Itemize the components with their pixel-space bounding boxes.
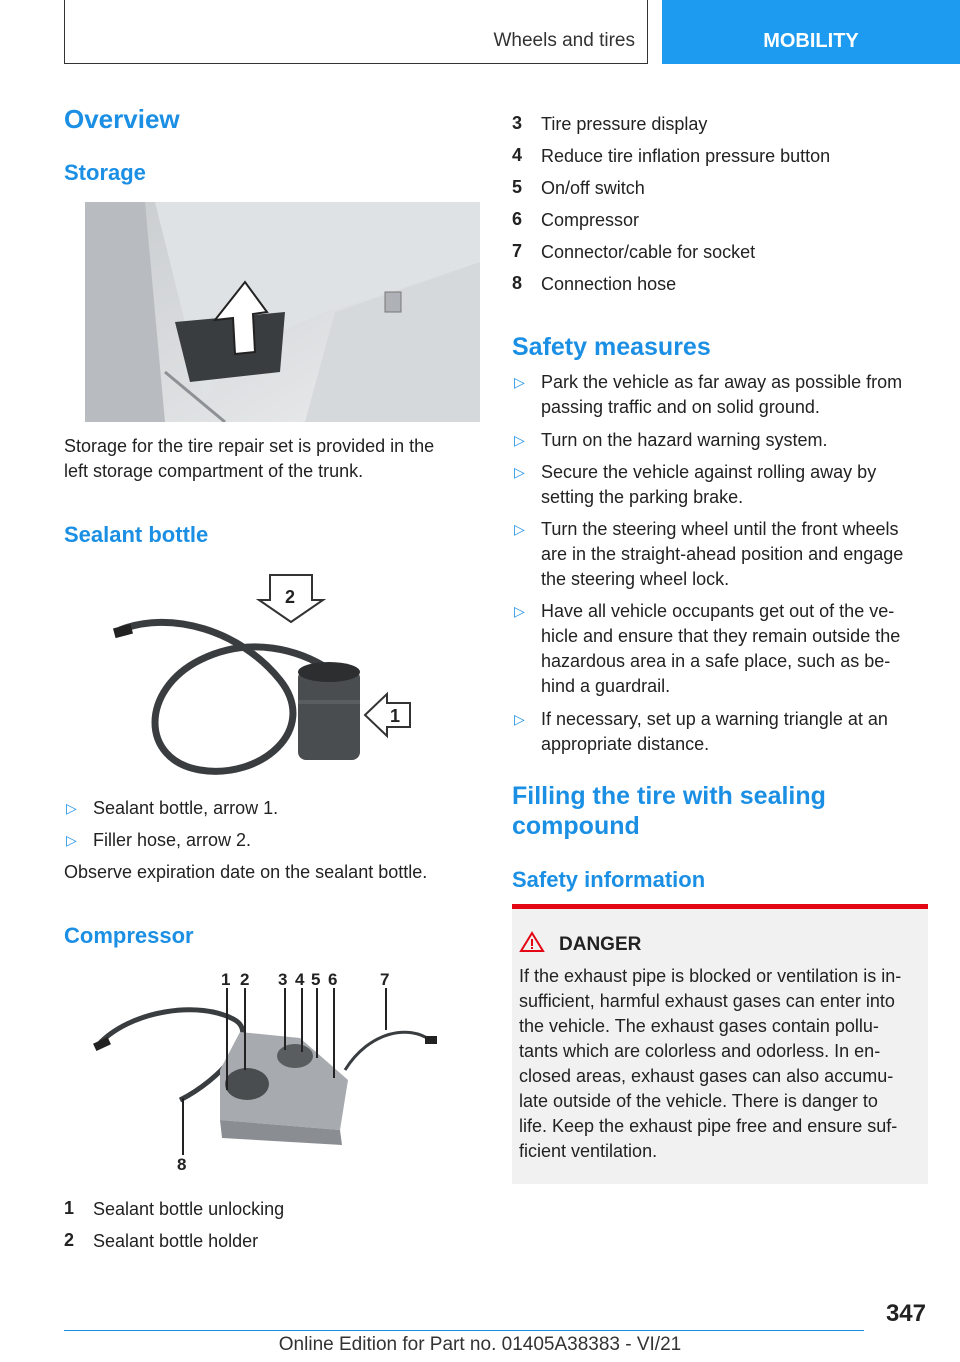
danger-line: late outside of the vehicle. There is danger to bbox=[519, 1091, 878, 1111]
item-number: 4 bbox=[512, 145, 523, 165]
fig-label-2: 2 bbox=[240, 970, 250, 989]
compressor-heading: Compressor bbox=[64, 923, 194, 948]
fig-label-5: 5 bbox=[311, 970, 321, 989]
item-number: 5 bbox=[512, 177, 523, 197]
item-number: 2 bbox=[64, 1230, 75, 1250]
safety-information-heading: Safety information bbox=[512, 867, 706, 892]
trunk-storage-image bbox=[85, 202, 480, 422]
fig-label-4: 4 bbox=[295, 970, 305, 989]
danger-label: DANGER bbox=[559, 934, 642, 955]
filling-heading-line-2: compound bbox=[512, 812, 640, 840]
sealant-bottle-heading: Sealant bottle bbox=[64, 522, 209, 547]
danger-line: sufficient, harmful exhaust gases can enter into bbox=[519, 991, 895, 1011]
safety-measures-heading: Safety measures bbox=[512, 333, 711, 361]
filling-heading-line-1: Filling the tire with sealing bbox=[512, 782, 826, 810]
storage-text-line-1: Storage for the tire repair set is provided in the bbox=[64, 436, 435, 456]
safety-line: are in the straight-ahead position and engage bbox=[541, 544, 904, 564]
safety-line: passing traffic and on solid ground. bbox=[541, 397, 820, 417]
storage-heading: Storage bbox=[64, 160, 146, 185]
safety-line: Park the vehicle as far away as possible from bbox=[541, 372, 903, 392]
figure-arrow-1-label: 1 bbox=[390, 706, 401, 726]
bullet-icon: ▷ bbox=[66, 832, 77, 848]
page-number: 347 bbox=[885, 1300, 926, 1327]
tab-mobility[interactable]: MOBILITY bbox=[662, 0, 960, 64]
bullet-icon: ▷ bbox=[514, 603, 525, 619]
sealant-bottle-image bbox=[110, 570, 420, 780]
safety-line: Secure the vehicle against rolling away by bbox=[541, 462, 877, 482]
bullet-icon: ▷ bbox=[514, 711, 525, 727]
danger-line: life. Keep the exhaust pipe free and ensure suf‐ bbox=[519, 1116, 898, 1136]
danger-line: ficient ventilation. bbox=[519, 1141, 658, 1161]
fig-label-3: 3 bbox=[278, 970, 288, 989]
sealant-bullet-1: Sealant bottle, arrow 1. bbox=[93, 798, 279, 818]
bullet-icon: ▷ bbox=[514, 432, 525, 448]
item-text: Sealant bottle unlocking bbox=[93, 1199, 285, 1219]
footer-edition: Online Edition for Part no. 01405A38383 - VI/21 bbox=[278, 1334, 682, 1355]
fig-label-6: 6 bbox=[328, 970, 338, 989]
item-number: 7 bbox=[512, 241, 523, 261]
safety-line: Turn on the hazard warning system. bbox=[541, 430, 828, 450]
figure-arrow-2-label: 2 bbox=[285, 587, 296, 607]
danger-line: closed areas, exhaust gases can also accumu‐ bbox=[519, 1066, 894, 1086]
warning-triangle-icon bbox=[519, 931, 545, 953]
bullet-icon: ▷ bbox=[66, 800, 77, 816]
safety-line: hazardous area in a safe place, such as be‐ bbox=[541, 651, 891, 671]
danger-line: the vehicle. The exhaust gases contain pollu‐ bbox=[519, 1016, 879, 1036]
item-text: Sealant bottle holder bbox=[93, 1231, 259, 1251]
storage-text-line-2: left storage compartment of the trunk. bbox=[64, 461, 364, 481]
item-text: Reduce tire inflation pressure button bbox=[541, 146, 831, 166]
safety-line: Turn the steering wheel until the front wheels bbox=[541, 519, 899, 539]
bullet-icon: ▷ bbox=[514, 521, 525, 537]
item-number: 6 bbox=[512, 209, 523, 229]
item-text: On/off switch bbox=[541, 178, 645, 198]
safety-line: setting the parking brake. bbox=[541, 487, 744, 507]
overview-heading: Overview bbox=[64, 104, 180, 134]
safety-line: If necessary, set up a warning triangle at an bbox=[541, 709, 888, 729]
item-number: 1 bbox=[64, 1198, 75, 1218]
item-text: Connector/cable for socket bbox=[541, 242, 756, 262]
footer-divider bbox=[64, 1330, 864, 1331]
fig-label-7: 7 bbox=[380, 970, 390, 989]
compressor-image bbox=[90, 970, 450, 1180]
safety-line: hind a guardrail. bbox=[541, 676, 671, 696]
item-text: Tire pressure display bbox=[541, 114, 708, 134]
bullet-icon: ▷ bbox=[514, 374, 525, 390]
item-number: 3 bbox=[512, 113, 523, 133]
sealant-note: Observe expiration date on the sealant bottle. bbox=[64, 862, 428, 882]
fig-label-1: 1 bbox=[221, 970, 231, 989]
danger-line: If the exhaust pipe is blocked or ventilation is in‐ bbox=[519, 966, 902, 986]
bullet-icon: ▷ bbox=[514, 464, 525, 480]
sealant-bullet-2: Filler hose, arrow 2. bbox=[93, 830, 252, 850]
item-text: Connection hose bbox=[541, 274, 677, 294]
safety-line: appropriate distance. bbox=[541, 734, 710, 754]
danger-line: tants which are colorless and odorless. In en‐ bbox=[519, 1041, 881, 1061]
safety-line: hicle and ensure that they remain outside the bbox=[541, 626, 901, 646]
safety-line: Have all vehicle occupants get out of the ve‐ bbox=[541, 601, 895, 621]
item-text: Compressor bbox=[541, 210, 640, 230]
fig-label-8: 8 bbox=[177, 1155, 187, 1174]
safety-line: the steering wheel lock. bbox=[541, 569, 730, 589]
item-number: 8 bbox=[512, 273, 523, 293]
section-title: Wheels and tires bbox=[493, 30, 635, 51]
